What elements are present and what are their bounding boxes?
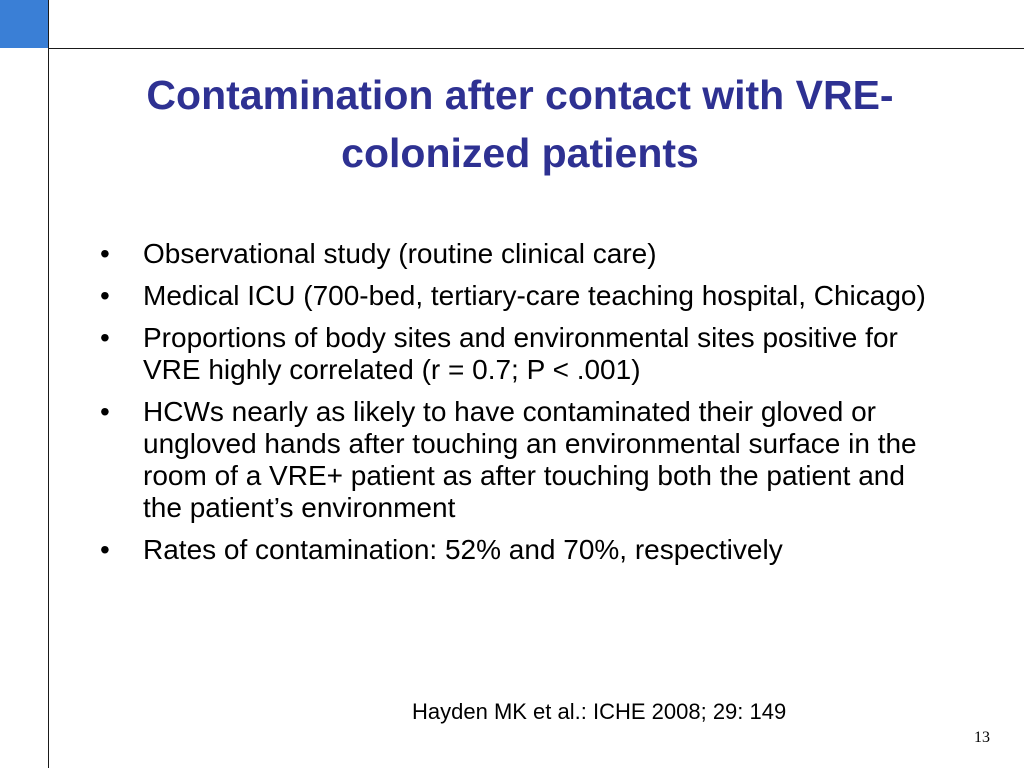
header-rule: [48, 48, 1024, 49]
bullet-text: HCWs nearly as likely to have contaminated their gloved or ungloved hands after touching an environmental surface in the room of a VRE+ patient as after touching both the patient and the patient’s environment: [143, 396, 917, 523]
slide-title-line-1: Contamination after contact with VRE-: [146, 72, 894, 118]
bullet-text: Medical ICU (700-bed, tertiary-care teaching hospital, Chicago): [143, 280, 926, 311]
left-rule: [48, 0, 49, 768]
bullet-item: [100, 322, 940, 386]
bullet-text: Observational study (routine clinical care): [143, 238, 657, 269]
page-number: 13: [974, 729, 990, 746]
bullet-item: [100, 396, 940, 524]
bullet-dot-icon: •: [100, 322, 110, 353]
slide-title-line-2: colonized patients: [341, 130, 699, 176]
bullet-dot-icon: •: [100, 238, 110, 269]
citation: Hayden MK et al.: ICHE 2008; 29: 149: [412, 699, 787, 724]
corner-accent-square: [0, 0, 48, 48]
bullet-dot-icon: •: [100, 534, 110, 565]
bullet-text: Rates of contamination: 52% and 70%, respectively: [143, 534, 783, 565]
bullet-item: [100, 534, 940, 566]
bullet-text: Proportions of body sites and environmental sites positive for VRE highly correlated (r = 0.7; P < .001): [143, 322, 898, 385]
slide-title: [60, 66, 980, 182]
bullet-dot-icon: •: [100, 396, 110, 427]
bullet-item: [100, 238, 940, 270]
bullet-dot-icon: •: [100, 280, 110, 311]
bullet-item: [100, 280, 940, 312]
bullet-list: [100, 238, 940, 576]
